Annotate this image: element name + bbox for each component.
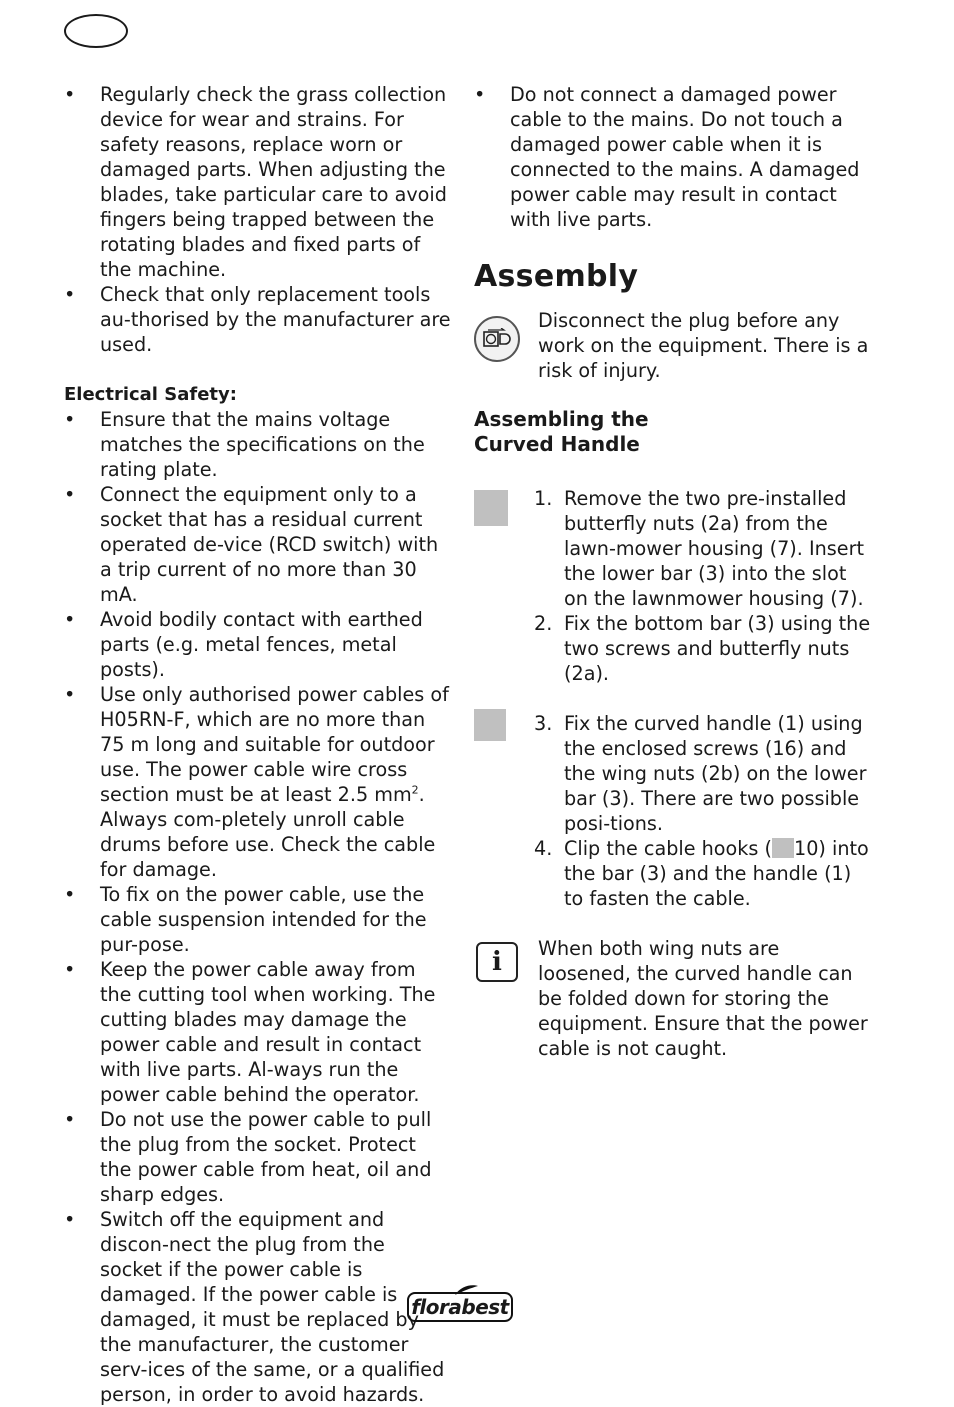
- list-item: • Check that only replacement tools au-thorised by the manufacturer are used.: [64, 282, 452, 357]
- info-icon: i: [476, 942, 518, 982]
- safety-list: [64, 82, 452, 357]
- step-text: Remove the two pre-installed butterfly nuts (2a) from the lawn-mower housing (7). Insert the lower bar (3) into the slot on the lawnmower housing (7).: [564, 487, 865, 610]
- list-item: [474, 486, 874, 611]
- curved-handle-heading: Assembling the Curved Handle: [474, 407, 649, 456]
- list-item: • To fix on the power cable, use the cable suspension intended for the pur-pose.: [64, 882, 452, 957]
- list-item: • Connect the equipment only to a socket that has a residual current operated de-vice (RCD switch) with a trip current of no more than 30 mA.: [64, 482, 452, 607]
- right-column: [474, 82, 874, 1061]
- step-number: 4.: [534, 837, 553, 860]
- electrical-safety-heading: Electrical Safety:: [64, 384, 237, 405]
- steps-group-a: [474, 486, 874, 686]
- unplug-warning: [474, 308, 874, 383]
- list-item: • Do not connect a damaged power cable to the mains. Do not touch a damaged power cable when it is connected to the mains. A damaged power cable may result in contact with live parts.: [474, 82, 874, 232]
- step-number: 3.: [534, 712, 553, 735]
- list-item: • Do not use the power cable to pull the plug from the socket. Protect the power cable from heat, oil and sharp edges.: [64, 1107, 452, 1207]
- list-item: • Keep the power cable away from the cutting tool when working. The cutting blades may damage the power cable and result in contact with live parts. Al-ways run the power cable behind the operator.: [64, 957, 452, 1107]
- list-item: • Avoid bodily contact with earthed parts (e.g. metal fences, metal posts).: [64, 607, 452, 682]
- steps-group-b: [474, 711, 874, 911]
- step-text: Clip the cable hooks (: [564, 837, 772, 860]
- step-number: 2.: [534, 612, 553, 635]
- cable-spec-text-cont: . Always com-pletely unroll cable drums before use. Check the cable for damage.: [100, 783, 436, 881]
- list-item: [474, 711, 874, 836]
- step-text-cont: 10) into the bar (3) and the handle (1) to fasten the cable.: [564, 837, 869, 910]
- list-item: [64, 682, 452, 882]
- info-text: When both wing nuts are loosened, the curved handle can be folded down for storing the equipment. Ensure that the power cable is not caught.: [538, 937, 868, 1060]
- assembly-heading: Assembly: [474, 259, 639, 294]
- list-item: [474, 836, 874, 911]
- left-column: [64, 82, 452, 1407]
- florabest-logo: [407, 1284, 515, 1324]
- step-text: Fix the curved handle (1) using the enclosed screws (16) and the wing nuts (2b) on the lower bar (3). There are two possible posi-tions.: [564, 712, 867, 835]
- electrical-safety-list: [64, 407, 452, 1407]
- list-item: [474, 611, 874, 686]
- warning-text: Disconnect the plug before any work on the equipment. There is a risk of injury.: [538, 309, 869, 382]
- unplug-icon: [474, 316, 520, 362]
- language-badge: [64, 14, 128, 48]
- cable-warning-list: [474, 82, 874, 232]
- steps-list: [474, 711, 874, 911]
- figure-placeholder-inline: [772, 838, 794, 858]
- info-note: [474, 936, 874, 1061]
- list-item: • Switch off the equipment and discon-nect the plug from the socket if the power cable is damaged. If the power cable is damaged, it must be replaced by the manufacturer, the customer serv-ices of the same, or a qualified person, in order to avoid hazards.: [64, 1207, 452, 1407]
- step-number: 1.: [534, 487, 553, 510]
- logo-wordmark: florabest: [407, 1292, 513, 1322]
- superscript: 2: [411, 783, 419, 797]
- step-text: Fix the bottom bar (3) using the two screws and butterfly nuts (2a).: [564, 612, 871, 685]
- steps-list: [474, 486, 874, 686]
- cable-spec-text: Use only authorised power cables of H05RN-F, which are no more than 75 m long and suitable for outdoor use. The power cable wire cross section must be at least 2.5 mm: [100, 683, 449, 806]
- list-item: • Ensure that the mains voltage matches the specifications on the rating plate.: [64, 407, 452, 482]
- list-item: • Regularly check the grass collection device for wear and strains. For safety reasons, replace worn or damaged parts. When adjusting the blades, take particular care to avoid fingers being trapped between the rotating blades and fixed parts of the machine.: [64, 82, 452, 282]
